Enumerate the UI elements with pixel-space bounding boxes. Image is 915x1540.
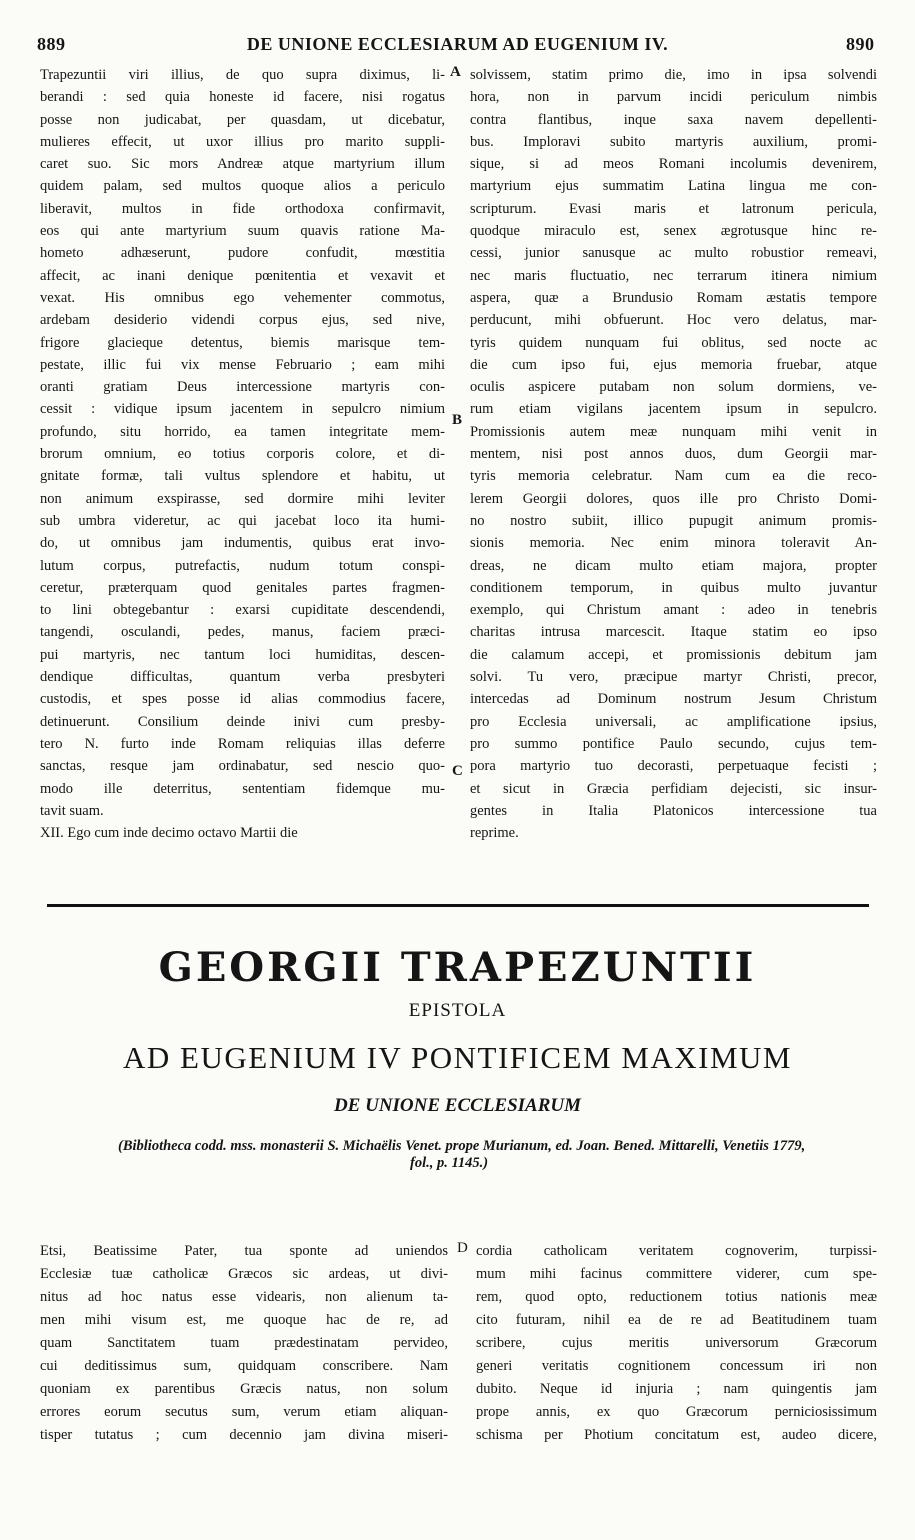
text-line: tyris memoria celebratur. Nam cum ea die reco- [470,468,877,485]
text-line: profundo, situ horrido, ea tamen integritate mem- [40,423,445,440]
text-line: et sicut in Græcia perfidiam dejecisti, sic insur- [470,780,877,797]
text-line: mulieres effecit, ut uxor illius pro marito suppli- [40,133,445,150]
text-line: sub umbra videretur, ac qui jacebat loco ita humi- [40,512,445,529]
text-line: perducunt, mihi obfuerunt. Hoc vero delatus, mar- [470,312,877,329]
text-line: quam Sanctitatem tuam prædestinatam pervideo, [40,1335,448,1351]
page-number-left: 889 [37,34,66,54]
margin-marker-a: A [450,64,461,80]
margin-marker-c: C [452,763,463,779]
text-line: solvissem, statim primo die, imo in ipsa solvendi [470,67,877,83]
text-line: conditionem temporum, in quibus multo juvantur [470,579,877,596]
text-line: do, ut omnibus jam indumentis, quibus erat invo- [40,535,445,552]
text-line: dendique difficultas, quantum verba presbyteri [40,669,445,686]
text-line: oranti gratiam Deus intercessione martyris con- [40,379,445,396]
text-line: tisper tutatus ; cum decennio jam divina miseri- [40,1427,448,1443]
text-line: posse non judicabat, per quasdam, ut dicebatur, [40,111,445,128]
source-citation-line-1: (Bibliotheca codd. mss. monasterii S. Michaëlis Venet. prope Murianum, ed. Joan. Bened. Mittarelli, Venetiis 1779, [118,1138,806,1154]
text-line: no nostro subiit, illico pupugit animum promis- [470,512,877,529]
text-line: brorum omnium, eo totius corporis colore, et di- [40,446,445,463]
text-line: cito futuram, nihil ea de re ad Beatitudinem tuam [476,1312,877,1328]
text-line: rum etiam vigilans jacentem ipsum in sepulcro. [470,401,877,418]
text-line: die calamum accepi, et promissionis debitum jam [470,646,877,663]
text-line: liberavit, multos in fide orthodoxa confirmavit, [40,200,445,217]
text-line: scribere, cujus meritis universorum Græcorum [476,1335,877,1351]
text-line: cui deditissimus sum, quidquam conscribere. Nam [40,1358,448,1374]
source-citation [118,1138,908,1172]
text-line: bus. Imploravi subito martyris auxilium, promi- [470,133,877,150]
text-line: die cum ipso fui, ejus memoria fruebar, atque [470,356,877,373]
text-line: solvi. Tu vero, præcipue martyr Christi, precor, [470,669,877,686]
text-line: custodis, et spes posse id alias commodius facere, [40,691,445,708]
text-line: mentem, nisi post annos duos, dum Georgii mar- [470,446,877,463]
text-line: martyrium ejus summatim Latina lingua me con- [470,178,877,195]
text-line: pui martyris, nec tantum loci humiditas, descen- [40,646,445,663]
text-line: modo ille deterritus, sententiam fidemque mu- [40,780,445,797]
upper-left-column [40,64,445,844]
text-line: sique, si ad meos Romani incolumis devenirem, [470,156,877,173]
source-citation-line-2: fol., p. 1145.) [410,1155,489,1171]
text-line: nitus ad hoc natus esse videaris, non alienum ta- [40,1289,448,1305]
text-line: pestate, illic fui vix mense Februario ; eam mihi [40,356,445,373]
text-line: detinuerunt. Consilium deinde inivi cum presby- [40,713,445,730]
text-line: oculis aspicere putabam non solum dormiens, ve- [470,379,877,396]
text-line: errores eorum secutus sum, verum etiam aliquan- [40,1404,448,1420]
text-line: scripturum. Evasi maris et latronum pericula, [470,200,877,217]
text-line: exemplo, qui Christum amant : adeo in tenebris [470,602,877,619]
text-line: lerem Georgii dolores, quos ille pro Christo Domi- [470,490,877,507]
text-line: tavit suam. [40,802,104,819]
text-line: affecit, ac inani denique pœnitentia et vexavit et [40,267,445,284]
text-line: ardebam desiderio videndi corpus ejus, sed nive, [40,312,445,329]
text-line: caret suo. Sic mors Andreæ atque martyrium illum [40,156,445,173]
margin-marker-d: D [457,1240,468,1256]
section-author: GEORGII TRAPEZUNTII [158,944,757,991]
text-line: Etsi, Beatissime Pater, tua sponte ad uniendos [40,1243,448,1259]
text-line: contra flantibus, inque saxa navem depellenti- [470,111,877,128]
text-line: hora, non in parvum incidi periculum nimbis [470,89,877,106]
text-line: nec maris fluctuatio, nec terrarum itinera nimium [470,267,877,284]
text-line: Ecclesiæ tuæ catholicæ Græcos sic ardeas, ut divi- [40,1266,448,1282]
text-line: gentes in Italia Platonicos intercessione tua [470,802,877,819]
text-line: pro Ecclesia universali, ac amplificatione ipsius, [470,713,877,730]
text-line: sanctas, resque jam ordinabatur, sed nescio quo- [40,758,445,775]
section-title: AD EUGENIUM IV PONTIFICEM MAXIMUM [123,1040,792,1075]
text-line: XII. Ego cum inde decimo octavo Martii die [40,825,298,842]
text-line: quoniam ex parentibus Græcis natus, non solum [40,1381,448,1397]
running-title: DE UNIONE ECCLESIARUM AD EUGENIUM IV. [246,34,669,54]
text-line: dreas, ne dicam multo etiam majora, propter [470,557,877,574]
text-line: pora martyrio tuo decorasti, perpetuaque fecisti ; [470,758,877,775]
text-line: reprime. [470,825,519,842]
text-line: gnitate formæ, tali vultus splendore et habitu, ut [40,468,445,485]
text-line: cordia catholicam veritatem cognoverim, turpissi- [476,1243,877,1259]
text-line: tyris quidem nunquam fui oblitus, sed nocte ac [470,334,877,351]
section-divider [47,904,869,907]
section-kind: EPISTOLA [408,1000,507,1021]
text-line: lutum corpus, putrefactis, nudum totum conspi- [40,557,445,574]
text-line: berandi : sed quia honeste id facere, nisi rogatus [40,89,445,106]
text-line: intercedas ad Dominum nostrum Jesum Christum [470,691,877,708]
text-line: aspera, quæ a Brundusio Romam æstatis tempore [470,289,877,306]
text-line: charitas intrusa marcescit. Itaque statim eo ipso [470,624,877,641]
text-line: frigore glacieque detentus, biemis marisque tem- [40,334,445,351]
text-line: tangendi, osculandi, pedes, manus, faciem præci- [40,624,445,641]
text-line: non animum exspirasse, sed dormire mihi leviter [40,490,445,507]
text-line: vexat. His omnibus ego vehementer commotus, [40,289,445,306]
section-subtitle: DE UNIONE ECCLESIARUM [333,1095,582,1116]
text-line: Promissionis autem meæ nunquam mihi venit in [470,423,877,440]
text-line: mum mihi facinus committere viderer, cum spe- [476,1266,877,1282]
text-line: quodque miraculo est, senex ægrotusque hinc re- [470,223,877,240]
text-line: quidem palam, sed multos quoque alios a periculo [40,178,445,195]
text-line: rem, quod opto, reductionem totius nationis meæ [476,1289,877,1305]
text-line: Trapezuntii viri illius, de quo supra diximus, li- [40,67,445,83]
lower-left-column [40,1240,448,1447]
lower-right-column [476,1240,877,1447]
text-line: sionis memoria. Nec enim minora toleravit An- [470,535,877,552]
text-line: tero N. furto inde Romam reliquias illas deferre [40,735,445,752]
text-line: eos qui ante martyrium suum quavis ratione Ma- [40,223,445,240]
text-line: schisma per Photium concitatum est, audeo dicere, [476,1427,877,1443]
text-line: prope annis, ex quo Græcorum perniciosissimum [476,1404,877,1420]
text-line: men mihi visum est, me quoque hac de re, ad [40,1312,448,1328]
text-line: to lini obtegebantur : exarsi cupiditate descendendi, [40,602,445,619]
margin-marker-b: B [452,412,463,428]
text-line: ceretur, præterquam quod genitales partes fragmen- [40,579,445,596]
text-line: hometo adhæserunt, pudore confudit, mœstitia [40,245,445,262]
upper-right-column [470,64,877,844]
text-line: pro summo pontifice Paulo secundo, cujus tem- [470,735,877,752]
text-line: cessit : vidique ipsum jacentem in sepulcro nimium [40,401,445,418]
text-line: cessi, junior sanusque ac multo robustior remeavi, [470,245,877,262]
text-line: generi veritatis cognitionem concessum iri non [476,1358,877,1374]
text-line: dubito. Neque id injuria ; nam quingentis jam [476,1381,877,1397]
page-number-right: 890 [846,34,875,54]
